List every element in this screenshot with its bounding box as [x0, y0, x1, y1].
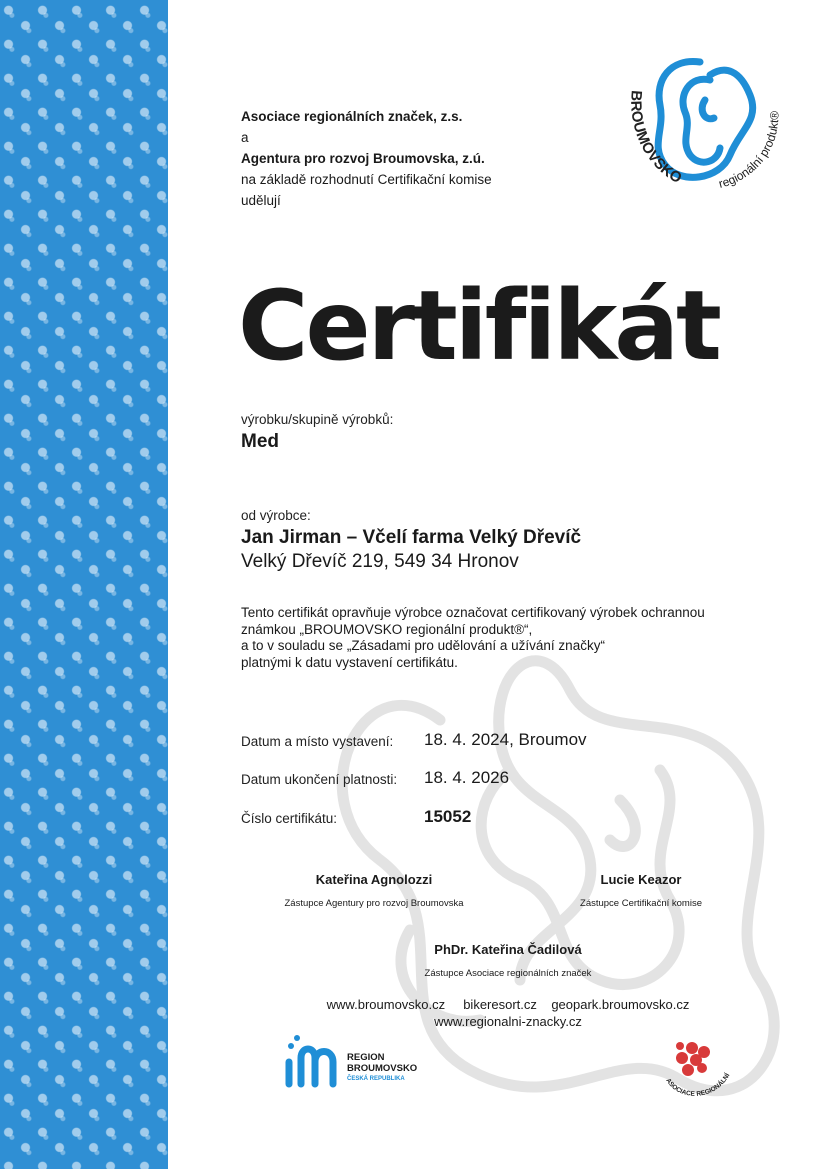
- signatory-2-role: Zástupce Certifikační komise: [580, 898, 702, 909]
- producer-address: Velký Dřevíč 219, 549 34 Hronov: [241, 551, 519, 572]
- region-logo-l3: ČESKÁ REPUBLIKA: [347, 1076, 405, 1082]
- signatory-3: [388, 942, 628, 979]
- issuer-line4: udělují: [241, 193, 281, 208]
- decorative-sidebar: [0, 0, 168, 1169]
- number-value: 15052: [424, 807, 472, 826]
- signatory-1-role: Zástupce Agentury pro rozvoj Broumovska: [284, 898, 464, 909]
- product-value: Med: [241, 431, 279, 452]
- signatory-1: [264, 872, 484, 909]
- product-label: výrobku/skupině výrobků:: [241, 412, 394, 427]
- issued-label: Datum a místo vystavení:: [241, 734, 394, 749]
- producer-label: od výrobce:: [241, 508, 311, 523]
- certificate-title: Certifikát: [238, 270, 719, 382]
- signatory-3-name: PhDr. Kateřina Čadilová: [434, 942, 582, 957]
- producer-name: Jan Jirman – Včelí farma Velký Dřevíč: [241, 527, 582, 548]
- flower-logo-icon: [658, 1030, 736, 1102]
- links-line2: www.regionalni-znacky.cz: [434, 1014, 582, 1029]
- issuer-org2: Agentura pro rozvoj Broumovska, z.ú.: [241, 151, 485, 166]
- expiry-value: 18. 4. 2026: [424, 768, 510, 787]
- signatory-2-name: Lucie Keazor: [600, 872, 682, 887]
- signatory-1-name: Kateřina Agnolozzi: [315, 872, 433, 887]
- signatory-3-role: Zástupce Asociace regionálních značek: [424, 968, 592, 979]
- logo-brand-text: BROUMOVSKO: [627, 89, 685, 188]
- issuer-org1: Asociace regionálních značek, z.s.: [241, 109, 463, 124]
- region-broumovsko-logo: [283, 1032, 443, 1092]
- issuer-line3: na základě rozhodnutí Certifikační komise: [241, 172, 492, 187]
- association-logo: [658, 1030, 736, 1102]
- links-line1: www.broumovsko.cz bikeresort.cz geopark.broumovsko.cz: [326, 997, 690, 1012]
- region-logo-l1: REGION: [347, 1052, 385, 1063]
- association-logo-text: ASOCIACE REGIONÁLNÍ: [664, 1072, 732, 1098]
- number-label: Číslo certifikátu:: [241, 811, 338, 826]
- statement-line4: platnými k datu vystavení certifikátu.: [241, 654, 458, 670]
- expiry-label: Datum ukončení platnosti:: [241, 772, 398, 787]
- statement-line3: a to v souladu se „Zásadami pro udělování a užívání značky“: [241, 638, 605, 653]
- logo-sub-text: regionální produkt®: [717, 110, 782, 191]
- region-logo-l2: BROUMOVSKO: [347, 1063, 418, 1074]
- issuer-conj: a: [241, 130, 249, 145]
- broumovsko-spiral-logo-icon: [610, 50, 790, 205]
- issued-value: 18. 4. 2024, Broumov: [424, 730, 587, 749]
- statement-paragraph: [241, 605, 801, 671]
- region-m-logo-icon: [283, 1032, 343, 1090]
- statement-line1: Tento certifikát opravňuje výrobce označovat certifikovaný výrobek ochrannou: [241, 605, 705, 620]
- broumovsko-product-logo: [610, 50, 790, 205]
- statement-line2: známkou „BROUMOVSKO regionální produkt®“,: [241, 621, 533, 637]
- signatory-2: [541, 872, 741, 909]
